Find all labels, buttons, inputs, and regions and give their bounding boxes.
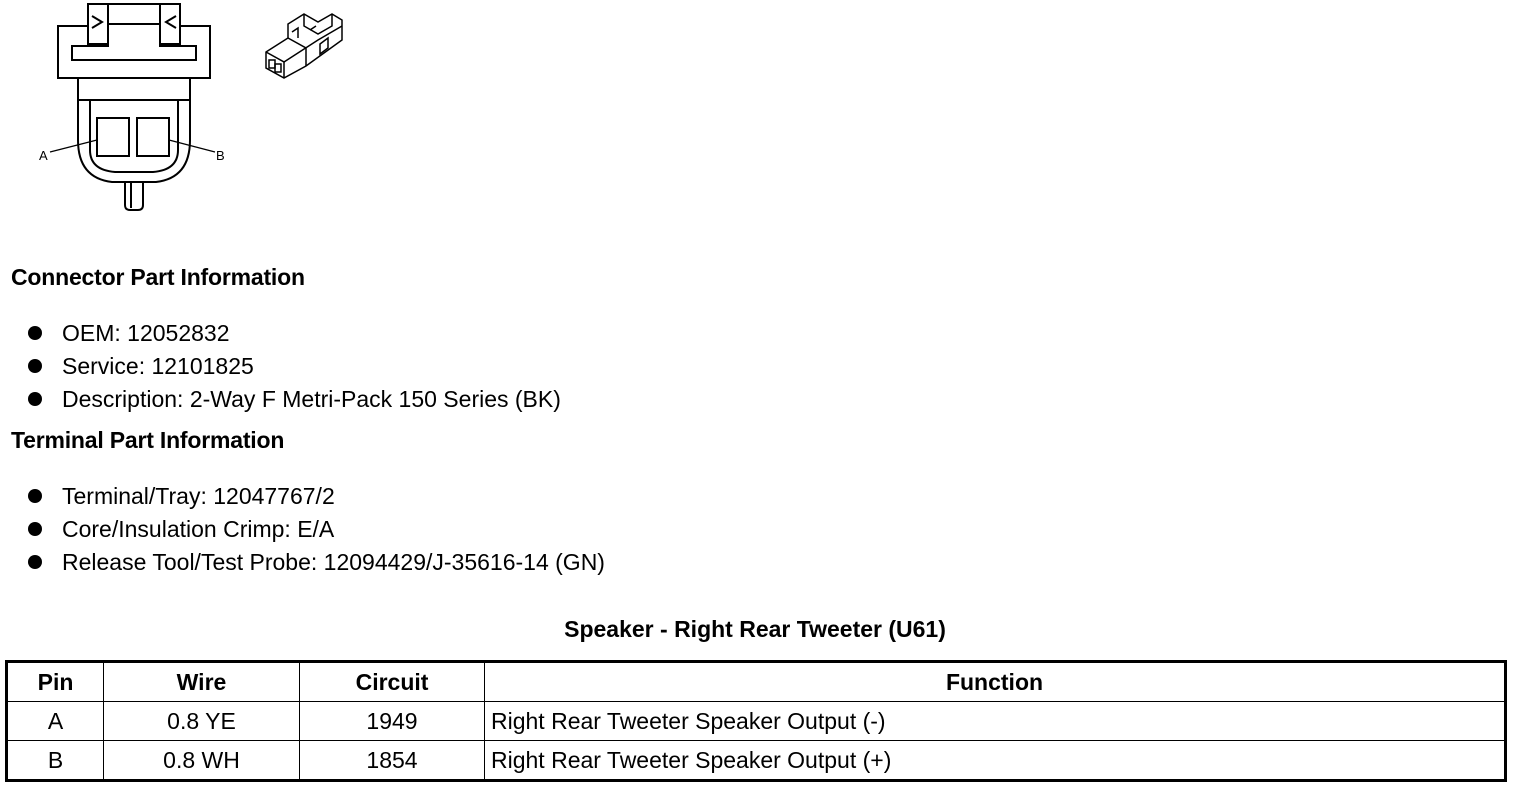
bullet-icon — [28, 326, 42, 340]
bullet-icon — [28, 392, 42, 406]
header-function: Function — [485, 662, 1506, 702]
bullet-icon — [28, 359, 42, 373]
list-item-text: Release Tool/Test Probe: 12094429/J-35616-14 (GN) — [62, 549, 605, 575]
terminal-part-info-list — [0, 481, 605, 580]
list-item-text: OEM: 12052832 — [62, 320, 230, 346]
header-circuit: Circuit — [300, 662, 485, 702]
cell-wire: 0.8 YE — [104, 702, 300, 741]
cell-function: Right Rear Tweeter Speaker Output (-) — [485, 702, 1506, 741]
list-item-text: Service: 12101825 — [62, 353, 254, 379]
list-item-text: Description: 2-Way F Metri-Pack 150 Series (BK) — [62, 386, 561, 412]
list-item — [0, 351, 561, 384]
header-wire: Wire — [104, 662, 300, 702]
bullet-icon — [28, 489, 42, 503]
header-pin: Pin — [7, 662, 104, 702]
list-item — [0, 481, 605, 514]
list-item — [0, 514, 605, 547]
table-row — [7, 741, 1506, 781]
table-caption: Speaker - Right Rear Tweeter (U61) — [564, 616, 946, 642]
list-item — [0, 384, 561, 417]
connector-part-info-list — [0, 318, 561, 417]
table-header-row — [7, 662, 1506, 702]
cell-pin: A — [7, 702, 104, 741]
list-item — [0, 318, 561, 351]
pinout-table — [5, 660, 1507, 782]
bullet-icon — [28, 555, 42, 569]
connector-face-diagram — [30, 0, 240, 215]
cell-pin: B — [7, 741, 104, 781]
list-item — [0, 547, 605, 580]
pin-b-label: B — [216, 148, 225, 163]
table-row — [7, 702, 1506, 741]
terminal-part-info-heading: Terminal Part Information — [11, 427, 285, 453]
connector-isometric-icon — [258, 4, 348, 88]
cavity-a — [97, 118, 129, 156]
cavity-b — [137, 118, 169, 156]
cell-circuit: 1949 — [300, 702, 485, 741]
list-item-text: Terminal/Tray: 12047767/2 — [62, 483, 335, 509]
connector-body-outline — [58, 4, 210, 210]
cell-circuit: 1854 — [300, 741, 485, 781]
connector-part-info-heading: Connector Part Information — [11, 264, 305, 290]
list-item-text: Core/Insulation Crimp: E/A — [62, 516, 335, 542]
bullet-icon — [28, 522, 42, 536]
pin-a-label: A — [39, 148, 48, 163]
cell-function: Right Rear Tweeter Speaker Output (+) — [485, 741, 1506, 781]
cell-wire: 0.8 WH — [104, 741, 300, 781]
